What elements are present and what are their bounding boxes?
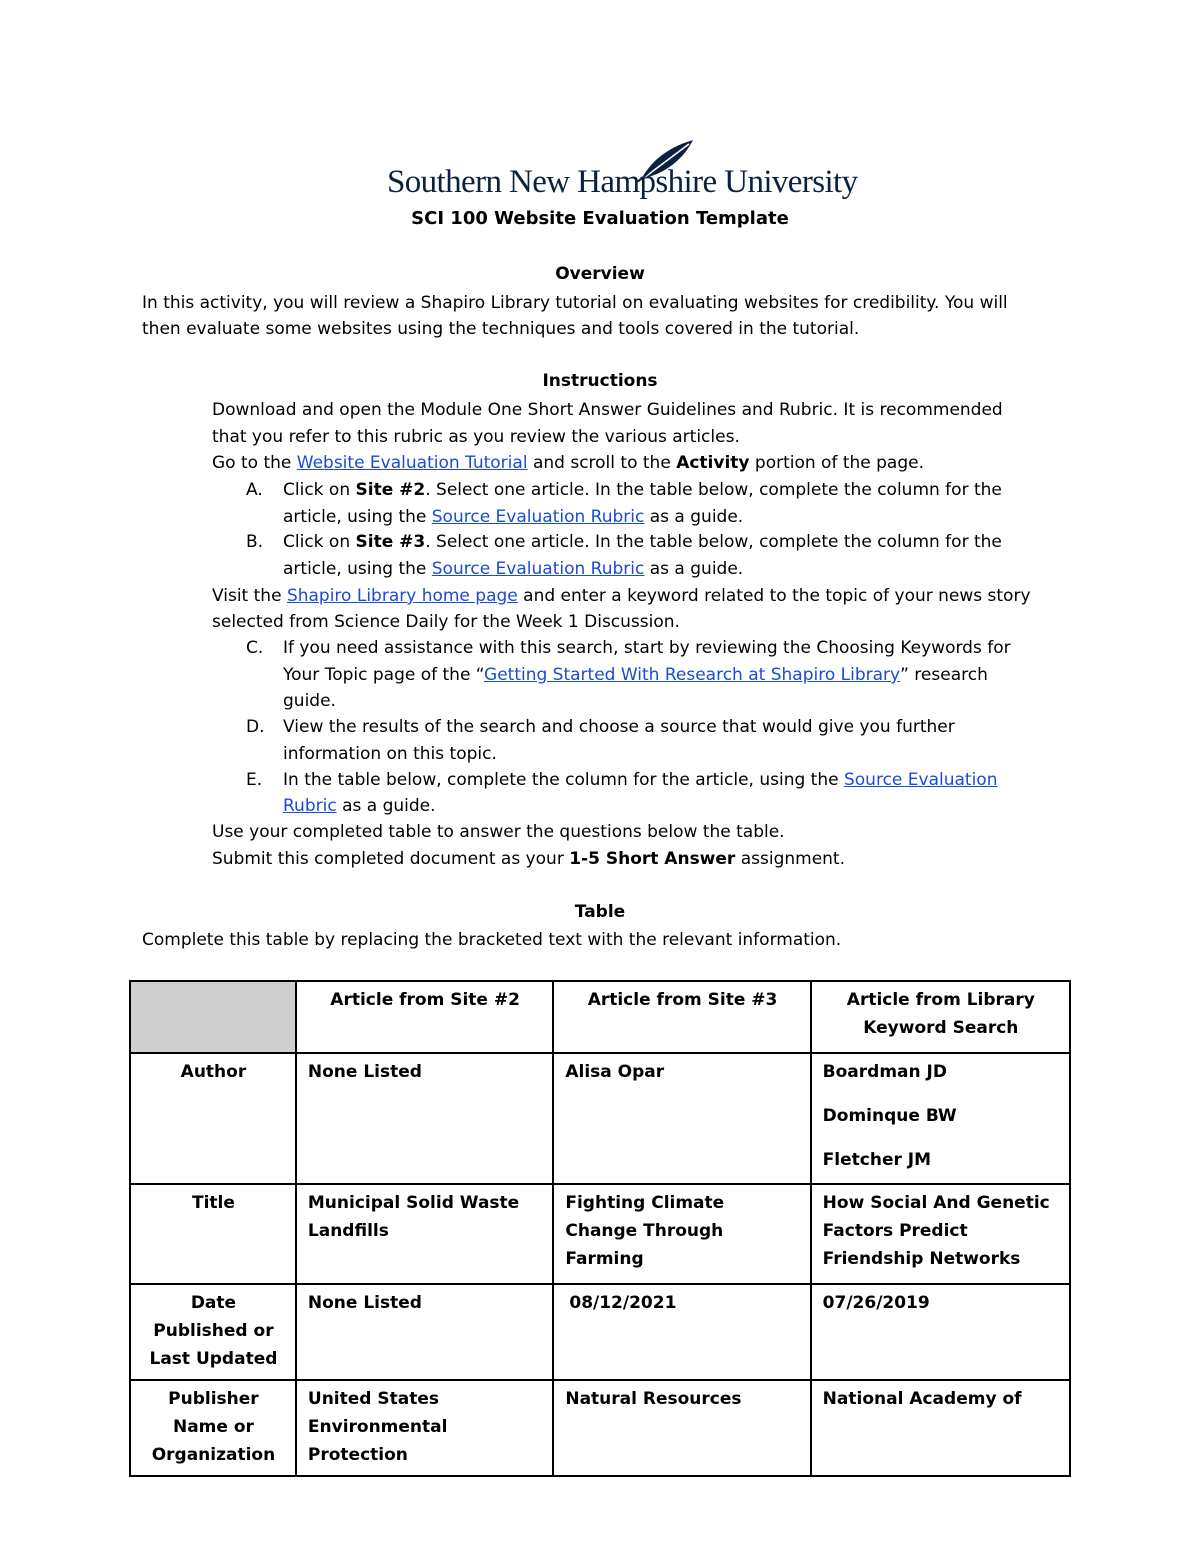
item-d-marker: D.: [246, 717, 265, 737]
publisher-site2[interactable]: United States Environmental Protection: [296, 1380, 553, 1476]
item-b-bold: Site #3: [355, 532, 426, 552]
item-c-line-3: guide.: [283, 691, 336, 711]
item-a-pre: Click on: [283, 480, 356, 500]
table-row-date: [130, 1284, 1070, 1380]
step2-mid: and scroll to the: [527, 453, 677, 473]
item-a-line2-post: as a guide.: [644, 507, 744, 527]
step3-line-2: selected from Science Daily for the Week 1 Discussion.: [212, 612, 680, 632]
shapiro-library-home-link[interactable]: Shapiro Library home page: [286, 586, 518, 606]
author-site3[interactable]: Alisa Opar: [553, 1053, 810, 1184]
table-corner-cell: [130, 981, 296, 1053]
item-c-line2-post: ” research: [900, 665, 988, 685]
row-label-date: Date Published or Last Updated: [130, 1284, 296, 1380]
step1-line-2: that you refer to this rubric as you review the various articles.: [212, 427, 740, 447]
author-library-2: Dominque BW: [822, 1106, 957, 1126]
row-label-publisher: Publisher Name or Organization: [130, 1380, 296, 1476]
author-library-3: Fletcher JM: [822, 1150, 932, 1170]
item-b-line2-post: as a guide.: [644, 559, 744, 579]
item-b-line2-pre: article, using the: [283, 559, 432, 579]
step1-line-1: Download and open the Module One Short Answer Guidelines and Rubric. It is recommended: [212, 400, 1003, 420]
table-intro: Complete this table by replacing the bracketed text with the relevant information.: [142, 930, 842, 950]
step3-post: and enter a keyword related to the topic of your news story: [517, 586, 1031, 606]
instructions-heading: Instructions: [542, 371, 658, 391]
header-site2: Article from Site #2: [296, 981, 553, 1053]
source-evaluation-rubric-link[interactable]: Source Evaluation Rubric: [431, 507, 645, 527]
item-e-line-1: [283, 767, 997, 793]
step2-post: portion of the page.: [749, 453, 925, 473]
author-site2[interactable]: None Listed: [296, 1053, 553, 1184]
step2-pre: Go to the: [212, 453, 297, 473]
website-evaluation-tutorial-link[interactable]: Website Evaluation Tutorial: [296, 453, 528, 473]
step3-pre: Visit the: [212, 586, 287, 606]
item-d-line-1: View the results of the search and choose a source that would give you further: [283, 717, 955, 737]
table-row-title: [130, 1184, 1070, 1284]
row-label-author: Author: [130, 1053, 296, 1184]
logo-text: Southern New Hampshire University: [387, 164, 858, 200]
header-site3: Article from Site #3: [553, 981, 810, 1053]
item-d-line-2: information on this topic.: [283, 744, 497, 764]
table-header-row: [130, 981, 1070, 1053]
source-evaluation-rubric-link-2[interactable]: Source Evaluation Rubric: [431, 559, 645, 579]
table-row-author: [130, 1053, 1070, 1184]
evaluation-table: [129, 980, 1071, 1477]
overview-heading: Overview: [555, 264, 645, 284]
publisher-site3[interactable]: Natural Resources: [553, 1380, 810, 1476]
step5-post: assignment.: [735, 849, 845, 869]
source-evaluation-rubric-link-3b[interactable]: Rubric: [283, 796, 337, 816]
author-library-1: Boardman JD: [822, 1062, 947, 1082]
item-e-pre: In the table below, complete the column for the article, using the: [283, 770, 844, 790]
step5-line: [212, 846, 845, 872]
item-b-line-1: [283, 529, 1002, 555]
title-library[interactable]: How Social And Genetic Factors Predict Friendship Networks: [811, 1184, 1070, 1284]
source-evaluation-rubric-link-3a[interactable]: Source Evaluation: [843, 770, 998, 790]
table-heading: Table: [574, 902, 626, 922]
header-library: Article from Library Keyword Search: [811, 981, 1070, 1053]
item-c-line2-pre: Your Topic page of the “: [283, 665, 485, 685]
date-site2[interactable]: None Listed: [296, 1284, 553, 1380]
step4-line: Use your completed table to answer the questions below the table.: [212, 822, 785, 842]
item-e-post: as a guide.: [336, 796, 436, 816]
document-title: SCI 100 Website Evaluation Template: [411, 208, 789, 229]
item-b-post: . Select one article. In the table below, complete the column for the: [425, 532, 1002, 552]
step3-line-1: [212, 583, 1031, 609]
overview-line-1: In this activity, you will review a Shapiro Library tutorial on evaluating websites for credibility. You will: [142, 293, 1008, 313]
university-logo: [387, 138, 858, 206]
step5-bold: 1-5 Short Answer: [569, 849, 736, 869]
table-row-publisher: [130, 1380, 1070, 1476]
getting-started-guide-link[interactable]: Getting Started With Research at Shapiro Library: [484, 665, 901, 685]
item-b-line-2: [283, 556, 743, 582]
item-c-marker: C.: [246, 638, 264, 658]
item-a-marker: A.: [246, 480, 263, 500]
item-a-line-2: [283, 504, 743, 530]
item-c-line-1: If you need assistance with this search, start by reviewing the Choosing Keywords for: [283, 638, 1011, 658]
step5-pre: Submit this completed document as your: [212, 849, 570, 869]
item-b-pre: Click on: [283, 532, 356, 552]
author-library[interactable]: [811, 1053, 1070, 1184]
title-site2[interactable]: Municipal Solid Waste Landfills: [296, 1184, 553, 1284]
step2-line: [212, 450, 924, 476]
item-b-marker: B.: [246, 532, 264, 552]
item-c-line-2: [283, 662, 988, 688]
overview-line-2: then evaluate some websites using the techniques and tools covered in the tutorial.: [142, 319, 860, 339]
step2-bold: Activity: [676, 453, 750, 473]
publisher-library[interactable]: National Academy of: [811, 1380, 1070, 1476]
date-library[interactable]: 07/26/2019: [811, 1284, 1070, 1380]
date-site3[interactable]: 08/12/2021: [553, 1284, 810, 1380]
title-site3[interactable]: Fighting Climate Change Through Farming: [553, 1184, 810, 1284]
item-e-marker: E.: [246, 770, 263, 790]
item-a-bold: Site #2: [355, 480, 426, 500]
item-e-line-2: [283, 793, 436, 819]
item-a-line2-pre: article, using the: [283, 507, 432, 527]
item-a-line-1: [283, 477, 1002, 503]
item-a-post: . Select one article. In the table below, complete the column for the: [425, 480, 1002, 500]
row-label-title: Title: [130, 1184, 296, 1284]
